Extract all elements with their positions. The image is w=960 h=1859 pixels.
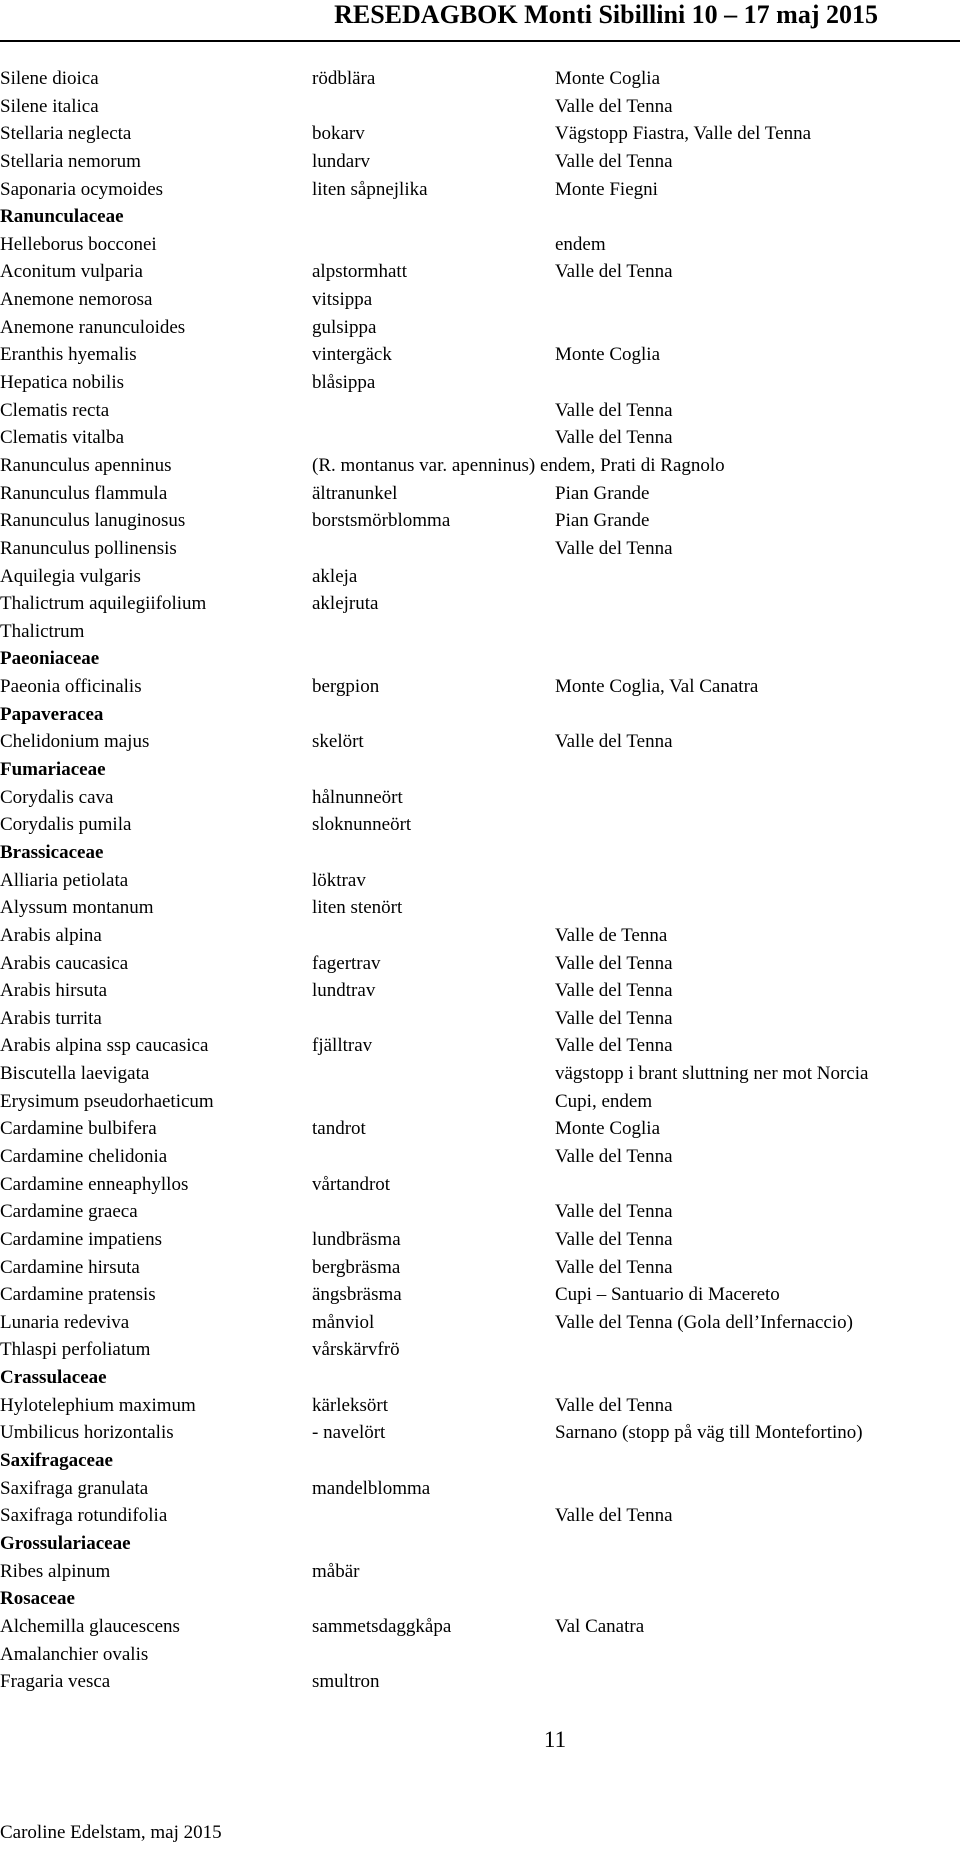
location-text: Cupi – Santuario di Macereto — [555, 1284, 780, 1306]
family-name: Fumariaceae — [0, 759, 106, 781]
family-heading-row — [0, 1530, 960, 1558]
family-heading-row — [0, 1447, 960, 1475]
species-row — [0, 1336, 960, 1364]
family-name: Papaveracea — [0, 703, 104, 725]
latin-name: Arabis turrita — [0, 1007, 102, 1029]
latin-name: Saxifraga rotundifolia — [0, 1505, 168, 1527]
location-text: Valle del Tenna (Gola dell’Infernaccio) — [555, 1311, 853, 1333]
latin-name: Helleborus bocconei — [0, 233, 157, 255]
family-heading-row — [0, 756, 960, 784]
location-text: Valle del Tenna — [555, 1228, 673, 1250]
species-row — [0, 231, 960, 259]
latin-name: Cardamine chelidonia — [0, 1145, 168, 1167]
latin-name: Arabis alpina ssp caucasica — [0, 1035, 209, 1057]
location-text: Valle del Tenna — [555, 731, 673, 753]
latin-name: Paeonia officinalis — [0, 676, 142, 698]
species-list — [0, 65, 960, 1696]
species-row — [0, 1281, 960, 1309]
swedish-name: skelört — [312, 731, 364, 753]
species-row — [0, 369, 960, 397]
family-name: Rosaceae — [0, 1588, 75, 1610]
latin-name: Silene italica — [0, 95, 99, 117]
latin-name: Ranunculus pollinensis — [0, 537, 177, 559]
species-row — [0, 120, 960, 148]
species-row — [0, 1115, 960, 1143]
latin-name: Thalictrum — [0, 620, 85, 642]
swedish-name: lundbräsma — [312, 1228, 401, 1250]
latin-name: Biscutella laevigata — [0, 1063, 150, 1085]
header-rule — [0, 40, 960, 42]
species-row — [0, 1060, 960, 1088]
family-heading-row — [0, 203, 960, 231]
latin-name: Ranunculus apenninus — [0, 454, 172, 476]
latin-name: Aconitum vulparia — [0, 261, 143, 283]
page-header-title: RESEDAGBOK Monti Sibillini 10 – 17 maj 2015 — [334, 0, 878, 29]
swedish-name: månviol — [312, 1311, 375, 1333]
swedish-name: lundtrav — [312, 980, 376, 1002]
swedish-name: - navelört — [312, 1422, 386, 1444]
location-text: Vägstopp Fiastra, Valle del Tenna — [555, 123, 811, 145]
latin-name: Corydalis pumila — [0, 814, 132, 836]
family-name: Paeoniaceae — [0, 648, 100, 670]
species-row — [0, 673, 960, 701]
location-text: Monte Fiegni — [555, 178, 658, 200]
species-row — [0, 1143, 960, 1171]
latin-name: Ribes alpinum — [0, 1560, 111, 1582]
location-text: Monte Coglia — [555, 344, 661, 366]
species-row — [0, 1032, 960, 1060]
species-row — [0, 1005, 960, 1033]
species-row — [0, 424, 960, 452]
swedish-name: borstsmörblomma — [312, 510, 451, 532]
swedish-name: gulsippa — [312, 316, 377, 338]
location-text: endem — [555, 233, 606, 255]
swedish-name: löktrav — [312, 869, 366, 891]
swedish-name: bokarv — [312, 123, 365, 145]
swedish-name: hålnunneört — [312, 786, 403, 808]
species-row — [0, 922, 960, 950]
species-row — [0, 93, 960, 121]
location-text: Valle del Tenna — [555, 1256, 673, 1278]
species-row — [0, 452, 960, 480]
location-text: Cupi, endem — [555, 1090, 653, 1112]
location-text: Valle del Tenna — [555, 399, 673, 421]
latin-name: Cardamine pratensis — [0, 1284, 156, 1306]
species-row — [0, 176, 960, 204]
latin-name: Arabis alpina — [0, 924, 102, 946]
swedish-name: vårskärvfrö — [312, 1339, 400, 1361]
footer-author: Caroline Edelstam, maj 2015 — [0, 1822, 222, 1843]
latin-name: Arabis caucasica — [0, 952, 129, 974]
species-row — [0, 1309, 960, 1337]
species-row — [0, 397, 960, 425]
species-row — [0, 507, 960, 535]
latin-name: Thlaspi perfoliatum — [0, 1339, 151, 1361]
swedish-name: kärleksört — [312, 1394, 388, 1416]
swedish-name: sloknunneört — [312, 814, 412, 836]
latin-name: Lunaria redeviva — [0, 1311, 130, 1333]
latin-name: Erysimum pseudorhaeticum — [0, 1090, 214, 1112]
species-row — [0, 314, 960, 342]
family-name: Saxifragaceae — [0, 1450, 113, 1472]
location-text: Monte Coglia, Val Canatra — [555, 676, 759, 698]
swedish-name: vintergäck — [312, 344, 392, 366]
location-text: Valle del Tenna — [555, 1007, 673, 1029]
latin-name: Clematis recta — [0, 399, 110, 421]
location-text: Valle del Tenna — [555, 1201, 673, 1223]
location-text: Monte Coglia — [555, 1118, 661, 1140]
species-row — [0, 65, 960, 93]
location-text: Pian Grande — [555, 482, 650, 504]
species-row — [0, 480, 960, 508]
latin-name: Arabis hirsuta — [0, 980, 108, 1002]
location-text: Valle del Tenna — [555, 95, 673, 117]
species-row — [0, 1419, 960, 1447]
swedish-name: rödblära — [312, 68, 376, 89]
latin-name: Stellaria neglecta — [0, 123, 132, 145]
swedish-name: smultron — [312, 1671, 380, 1693]
swedish-name: tandrot — [312, 1118, 366, 1140]
swedish-name: liten stenört — [312, 897, 403, 919]
location-text: Valle del Tenna — [555, 1505, 673, 1527]
swedish-name: fagertrav — [312, 952, 381, 974]
latin-name: Alliaria petiolata — [0, 869, 129, 891]
swedish-name: aklejruta — [312, 593, 379, 615]
latin-name: Aquilegia vulgaris — [0, 565, 141, 587]
latin-name: Saxifraga granulata — [0, 1477, 149, 1499]
latin-name: Alchemilla glaucescens — [0, 1615, 180, 1637]
page-number: 11 — [543, 1727, 567, 1752]
family-heading-row — [0, 1585, 960, 1613]
species-row — [0, 1226, 960, 1254]
swedish-name: mandelblomma — [312, 1477, 431, 1499]
swedish-name: vårtandrot — [312, 1173, 391, 1195]
species-row — [0, 286, 960, 314]
location-text: Valle de Tenna — [555, 924, 668, 946]
species-row — [0, 1502, 960, 1530]
location-text: Valle del Tenna — [555, 1145, 673, 1167]
latin-name: Cardamine bulbifera — [0, 1118, 157, 1140]
species-row — [0, 341, 960, 369]
location-text: Monte Coglia — [555, 68, 661, 89]
swedish-name: ältranunkel — [312, 482, 398, 504]
species-row — [0, 1613, 960, 1641]
swedish-name: blåsippa — [312, 372, 376, 394]
location-text: Val Canatra — [555, 1615, 645, 1637]
latin-name: Fragaria vesca — [0, 1671, 111, 1693]
species-row — [0, 148, 960, 176]
latin-name: Silene dioica — [0, 68, 99, 89]
species-row — [0, 977, 960, 1005]
latin-name: Anemone ranunculoides — [0, 316, 186, 338]
swedish-name: ängsbräsma — [312, 1284, 402, 1306]
species-row — [0, 1475, 960, 1503]
latin-name: Alyssum montanum — [0, 897, 154, 919]
species-row — [0, 258, 960, 286]
latin-name: Cardamine enneaphyllos — [0, 1173, 189, 1195]
swedish-name: bergbräsma — [312, 1256, 401, 1278]
swedish-name: fjälltrav — [312, 1035, 373, 1057]
location-text: Valle del Tenna — [555, 1035, 673, 1057]
swedish-name: alpstormhatt — [312, 261, 407, 283]
note-text: (R. montanus var. apenninus) endem, Prati di Ragnolo — [312, 454, 725, 476]
location-text: Valle del Tenna — [555, 261, 673, 283]
species-row — [0, 1641, 960, 1669]
species-row — [0, 894, 960, 922]
family-heading-row — [0, 839, 960, 867]
species-row — [0, 784, 960, 812]
swedish-name: bergpion — [312, 676, 380, 698]
swedish-name: måbär — [312, 1560, 360, 1582]
swedish-name: sammetsdaggkåpa — [312, 1615, 452, 1637]
latin-name: Saponaria ocymoides — [0, 178, 164, 200]
latin-name: Ranunculus lanuginosus — [0, 510, 186, 532]
location-text: Sarnano (stopp på väg till Montefortino) — [555, 1422, 863, 1444]
latin-name: Eranthis hyemalis — [0, 344, 137, 366]
latin-name: Umbilicus horizontalis — [0, 1422, 174, 1444]
species-row — [0, 590, 960, 618]
species-row — [0, 1198, 960, 1226]
location-text: Valle del Tenna — [555, 1394, 673, 1416]
latin-name: Corydalis cava — [0, 786, 114, 808]
latin-name: Ranunculus flammula — [0, 482, 168, 504]
location-text: Valle del Tenna — [555, 952, 673, 974]
family-heading-row — [0, 645, 960, 673]
latin-name: Cardamine graeca — [0, 1201, 138, 1223]
latin-name: Thalictrum aquilegiifolium — [0, 593, 207, 615]
latin-name: Cardamine impatiens — [0, 1228, 162, 1250]
species-row — [0, 1668, 960, 1696]
swedish-name: vitsippa — [312, 289, 373, 311]
swedish-name: akleja — [312, 565, 358, 587]
species-row — [0, 618, 960, 646]
location-text: Valle del Tenna — [555, 980, 673, 1002]
location-text: Pian Grande — [555, 510, 650, 532]
species-row — [0, 1558, 960, 1586]
family-name: Crassulaceae — [0, 1367, 107, 1389]
species-row — [0, 728, 960, 756]
swedish-name: lundarv — [312, 150, 371, 172]
species-row — [0, 535, 960, 563]
latin-name: Anemone nemorosa — [0, 289, 153, 311]
species-row — [0, 1254, 960, 1282]
latin-name: Cardamine hirsuta — [0, 1256, 140, 1278]
species-row — [0, 1392, 960, 1420]
species-row — [0, 811, 960, 839]
latin-name: Hepatica nobilis — [0, 372, 124, 394]
swedish-name: liten såpnejlika — [312, 178, 428, 200]
species-row — [0, 1088, 960, 1116]
location-text: Valle del Tenna — [555, 150, 673, 172]
location-text: Valle del Tenna — [555, 537, 673, 559]
family-heading-row — [0, 701, 960, 729]
location-text: vägstopp i brant sluttning ner mot Norcia — [555, 1063, 869, 1085]
species-row — [0, 950, 960, 978]
species-row — [0, 867, 960, 895]
location-text: Valle del Tenna — [555, 427, 673, 449]
latin-name: Clematis vitalba — [0, 427, 125, 449]
family-name: Grossulariaceae — [0, 1532, 131, 1554]
latin-name: Stellaria nemorum — [0, 150, 141, 172]
species-row — [0, 563, 960, 591]
family-name: Brassicaceae — [0, 841, 104, 863]
family-heading-row — [0, 1364, 960, 1392]
latin-name: Chelidonium majus — [0, 731, 150, 753]
latin-name: Hylotelephium maximum — [0, 1394, 196, 1416]
family-name: Ranunculaceae — [0, 206, 124, 228]
species-row — [0, 1171, 960, 1199]
latin-name: Amalanchier ovalis — [0, 1643, 149, 1665]
